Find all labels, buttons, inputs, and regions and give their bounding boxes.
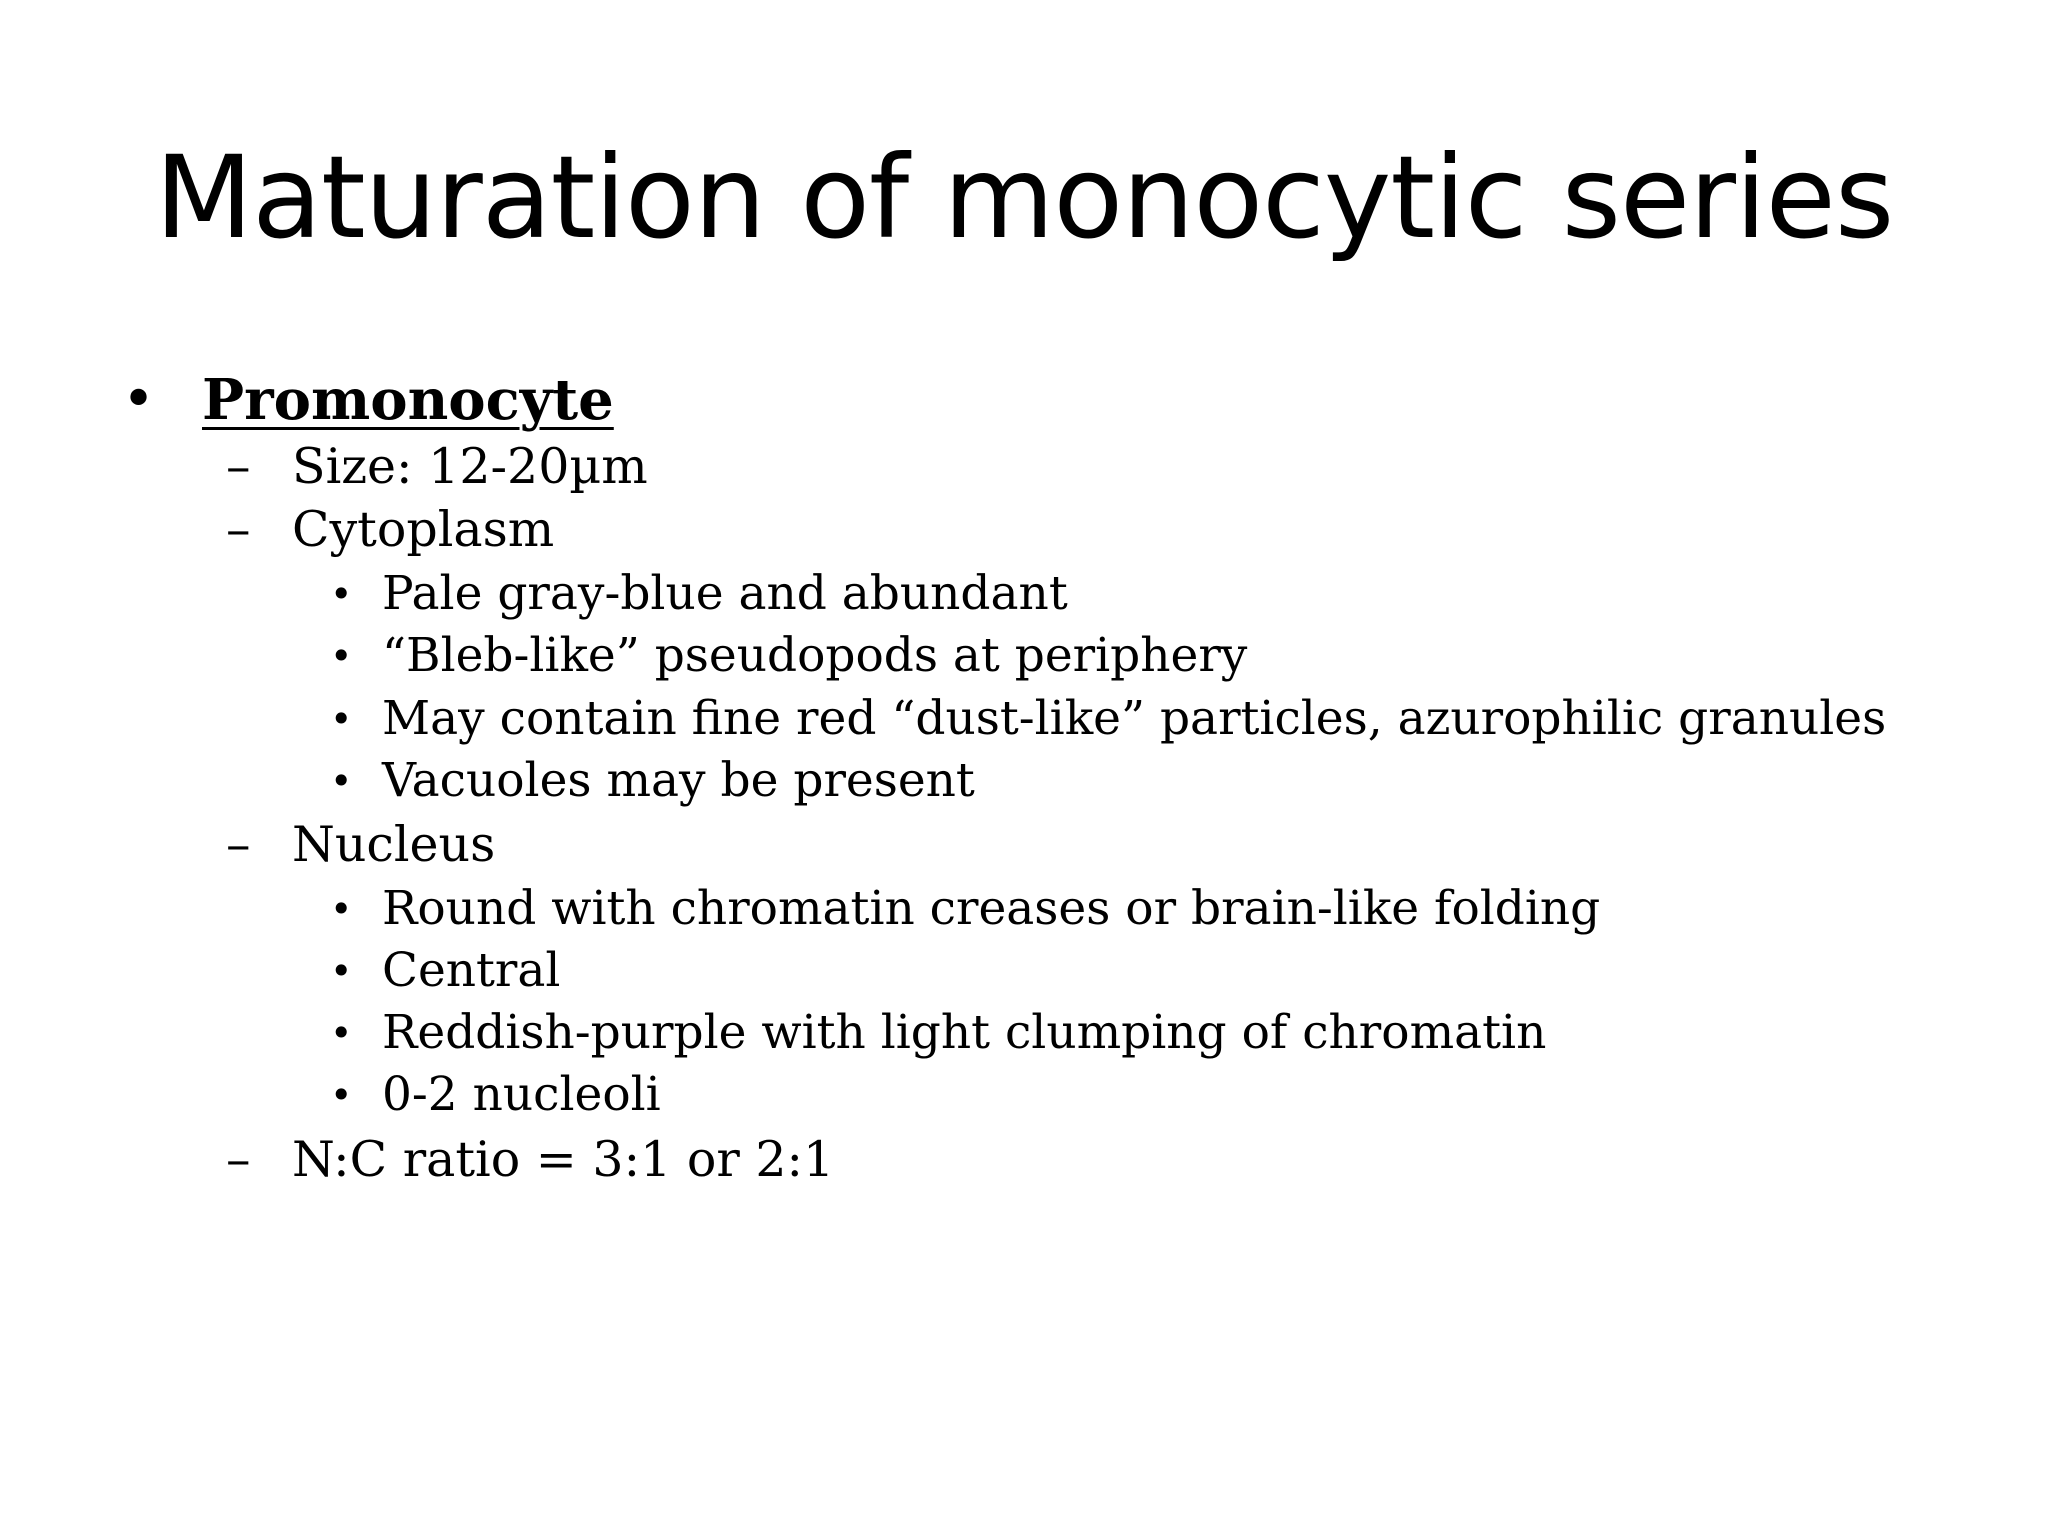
cytoplasm-detail: Vacuoles may be present	[382, 753, 975, 808]
heading-promonocyte: Promonocyte	[202, 367, 614, 433]
bullet-marker: •	[330, 572, 353, 616]
dash-marker: –	[226, 438, 251, 495]
bullet-marker: •	[330, 1011, 353, 1055]
bullet-marker: •	[122, 367, 156, 432]
cytoplasm-item: Cytoplasm	[292, 501, 555, 558]
slide-title: Maturation of monocytic series	[154, 131, 1894, 264]
bullet-marker: •	[330, 1073, 353, 1117]
cytoplasm-detail: “Bleb-like” pseudopods at periphery	[382, 628, 1248, 683]
cytoplasm-detail: Pale gray-blue and abundant	[382, 566, 1068, 621]
nucleus-item: Nucleus	[292, 816, 496, 873]
bullet-marker: •	[330, 634, 353, 678]
dash-marker: –	[226, 1131, 251, 1188]
bullet-marker: •	[330, 759, 353, 803]
nucleus-detail: Round with chromatin creases or brain-like folding	[382, 881, 1601, 936]
nucleus-detail: 0-2 nucleoli	[382, 1067, 661, 1122]
nucleus-detail: Central	[382, 943, 561, 998]
nucleus-detail: Reddish-purple with light clumping of chromatin	[382, 1005, 1547, 1060]
bullet-marker: •	[330, 697, 353, 741]
bullet-marker: •	[330, 887, 353, 931]
nc-ratio-item: N:C ratio = 3:1 or 2:1	[292, 1131, 835, 1188]
bullet-marker: •	[330, 949, 353, 993]
dash-marker: –	[226, 501, 251, 558]
size-item: Size: 12-20µm	[292, 438, 648, 495]
dash-marker: –	[226, 816, 251, 873]
cytoplasm-detail: May contain fine red “dust-like” particles, azurophilic granules	[382, 691, 1887, 746]
